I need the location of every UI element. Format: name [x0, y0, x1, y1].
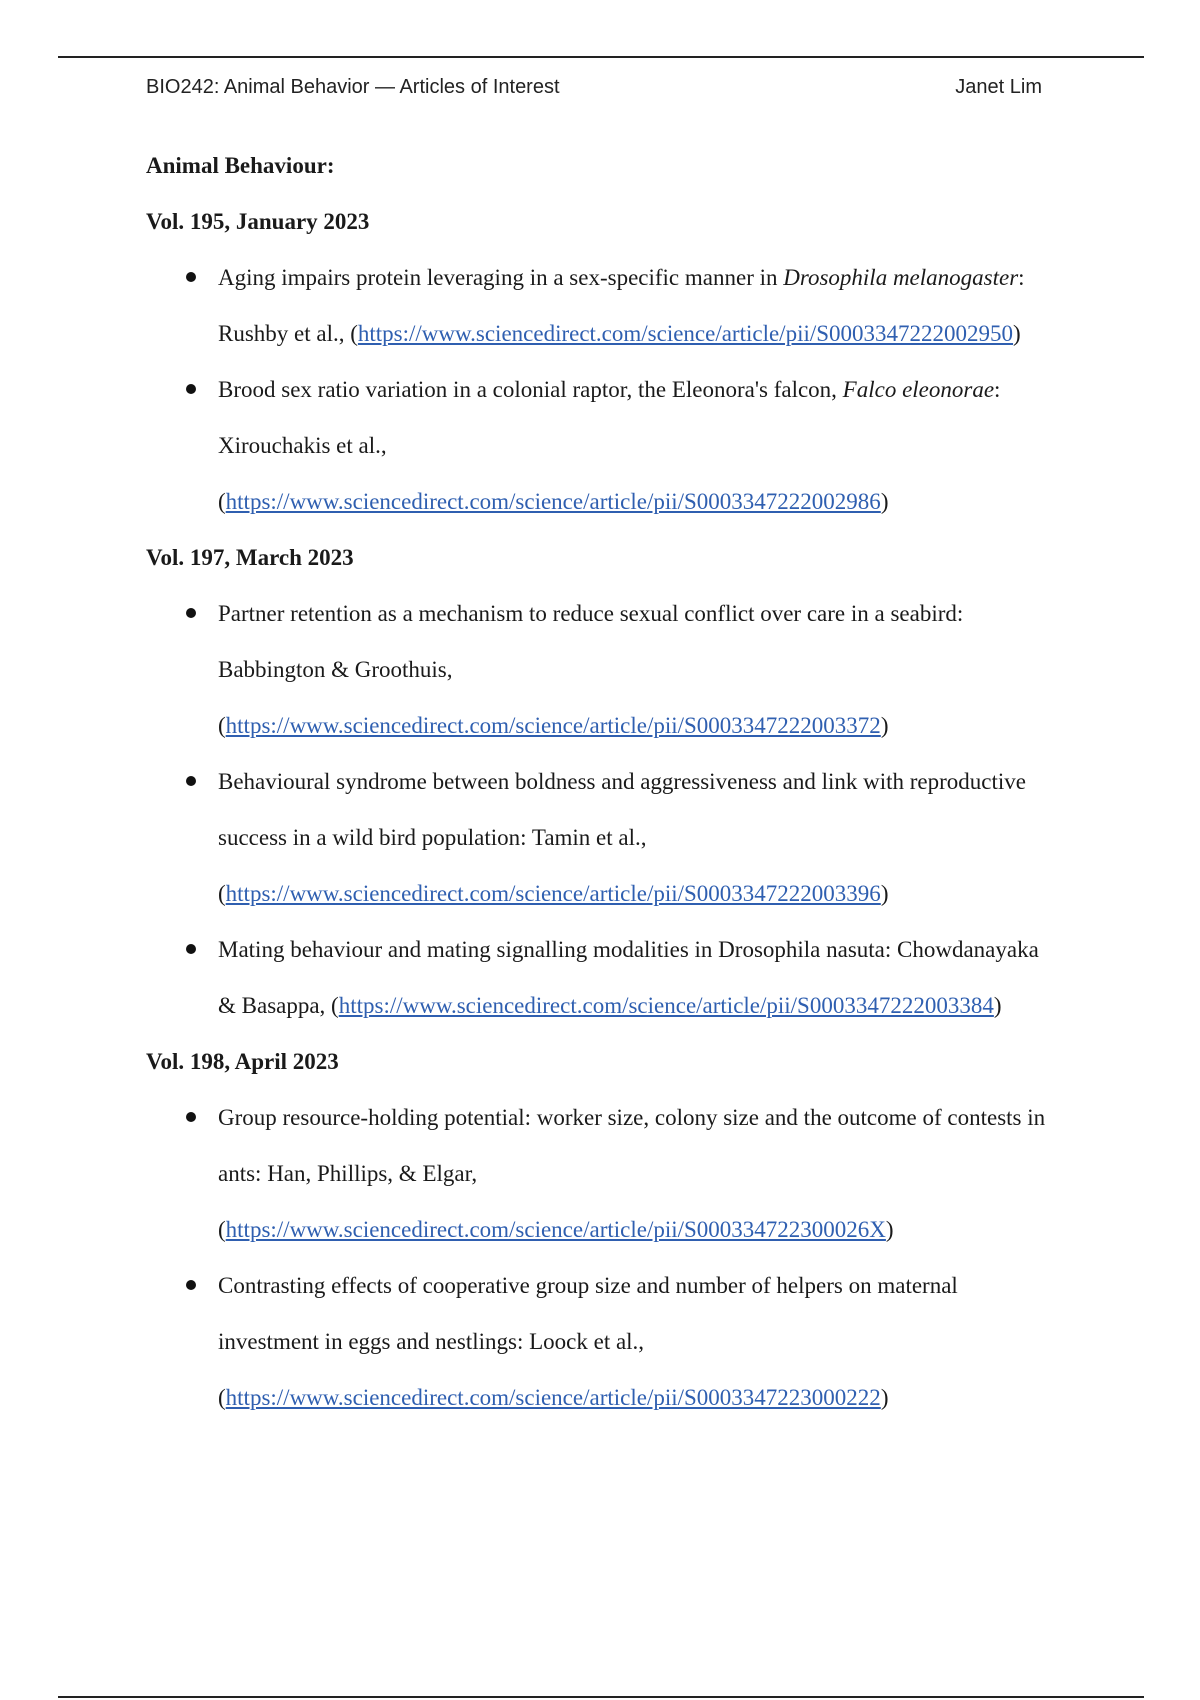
list-item: [146, 922, 1100, 1034]
bullet-icon: [186, 272, 196, 282]
article-list: [146, 586, 1100, 1034]
article-link[interactable]: https://www.sciencedirect.com/science/article/pii/S0003347222003372: [225, 713, 881, 738]
bottom-rule: [58, 1696, 1144, 1698]
article-title: Mating behaviour and mating signalling modalities in Drosophila nasuta: Chowdanayaka: [218, 937, 1039, 962]
bullet-icon: [186, 776, 196, 786]
article-link[interactable]: https://www.sciencedirect.com/science/article/pii/S0003347222003396: [225, 881, 881, 906]
article-authors: Babbington & Groothuis,: [218, 657, 453, 682]
bullet-icon: [186, 384, 196, 394]
article-link[interactable]: https://www.sciencedirect.com/science/article/pii/S0003347223000222: [225, 1385, 881, 1410]
bullet-icon: [186, 944, 196, 954]
list-item: [146, 1090, 1100, 1258]
list-item: [146, 362, 1100, 530]
article-citation: Rushby et al., (https://www.sciencedirect.com/science/article/pii/S0003347222002950): [218, 321, 1021, 346]
volume-heading: Vol. 197, March 2023: [146, 545, 354, 570]
article-citation: (https://www.sciencedirect.com/science/article/pii/S0003347223000222): [218, 1385, 889, 1410]
article-authors: investment in eggs and nestlings: Loock et al.,: [218, 1329, 645, 1354]
article-title: Contrasting effects of cooperative group size and number of helpers on maternal: [218, 1273, 958, 1298]
bullet-icon: [186, 1280, 196, 1290]
article-title: Group resource-holding potential: worker size, colony size and the outcome of contests in: [218, 1105, 1046, 1130]
course-title: BIO242: Animal Behavior — Articles of Interest: [146, 75, 560, 98]
article-citation: (https://www.sciencedirect.com/science/article/pii/S0003347222002986): [218, 489, 889, 514]
article-link[interactable]: https://www.sciencedirect.com/science/article/pii/S0003347222003384: [338, 993, 994, 1018]
page-header: [146, 74, 1042, 100]
article-citation: (https://www.sciencedirect.com/science/article/pii/S000334722300026X): [218, 1217, 894, 1242]
list-item: [146, 1258, 1100, 1426]
article-title-cont: success in a wild bird population: Tamin et al.,: [218, 825, 647, 850]
article-title: Aging impairs protein leveraging in a sex-specific manner in Drosophila melanogaster:: [218, 265, 1025, 290]
article-list: [146, 1090, 1100, 1426]
article-authors: ants: Han, Phillips, & Elgar,: [218, 1161, 478, 1186]
top-rule: [58, 56, 1144, 58]
article-link[interactable]: https://www.sciencedirect.com/science/article/pii/S0003347222002986: [225, 489, 881, 514]
bullet-icon: [186, 608, 196, 618]
volume-heading: Vol. 195, January 2023: [146, 209, 370, 234]
journal-title: Animal Behaviour:: [146, 153, 335, 178]
article-link[interactable]: https://www.sciencedirect.com/science/article/pii/S000334722300026X: [225, 1217, 886, 1242]
article-title: Behavioural syndrome between boldness and aggressiveness and link with reproductive: [218, 769, 1026, 794]
article-list: [146, 250, 1100, 530]
document-body: [146, 138, 1100, 1426]
article-citation: (https://www.sciencedirect.com/science/article/pii/S0003347222003372): [218, 713, 889, 738]
list-item: [146, 754, 1100, 922]
author-name: Janet Lim: [955, 75, 1042, 98]
article-link[interactable]: https://www.sciencedirect.com/science/article/pii/S0003347222002950: [357, 321, 1014, 346]
article-title: Partner retention as a mechanism to reduce sexual conflict over care in a seabird:: [218, 601, 964, 626]
list-item: [146, 250, 1100, 362]
volume-heading: Vol. 198, April 2023: [146, 1049, 339, 1074]
article-authors: Xirouchakis et al.,: [218, 433, 387, 458]
bullet-icon: [186, 1112, 196, 1122]
list-item: [146, 586, 1100, 754]
article-citation: & Basappa, (https://www.sciencedirect.com/science/article/pii/S0003347222003384): [218, 993, 1002, 1018]
article-citation: (https://www.sciencedirect.com/science/article/pii/S0003347222003396): [218, 881, 889, 906]
article-title: Brood sex ratio variation in a colonial raptor, the Eleonora's falcon, Falco eleonorae:: [218, 377, 1001, 402]
